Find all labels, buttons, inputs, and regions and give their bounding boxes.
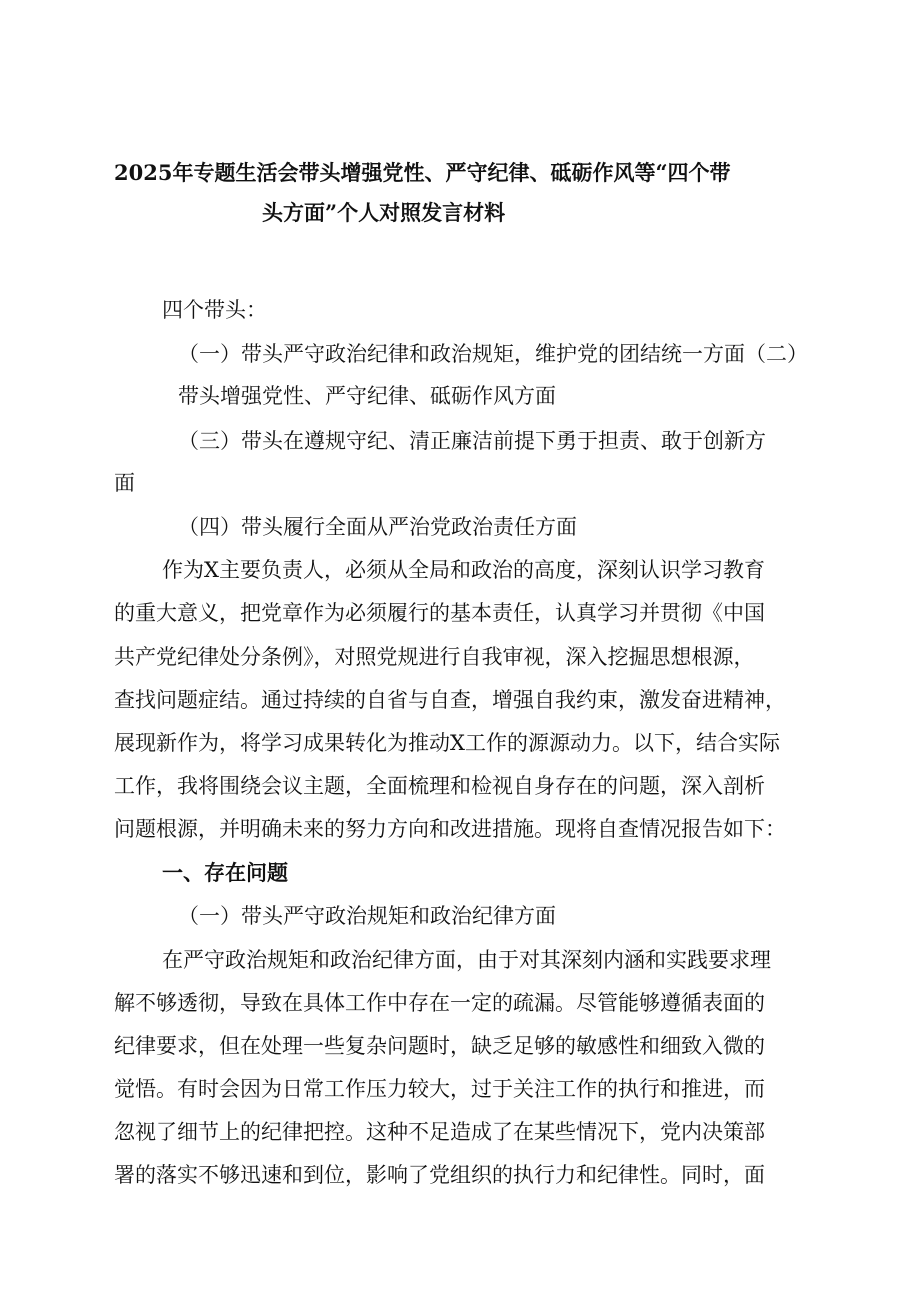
intro-label: 四个带头： [162, 298, 267, 322]
paragraph-line: 纪律要求，但在处理一些复杂问题时，缺乏足够的敏感性和细致入微的 [114, 1034, 765, 1058]
paragraph-line: 展现新作为，将学习成果转化为推动X工作的源源动力。以下，结合实际 [114, 731, 780, 755]
subsection-heading: （一）带头严守政治规矩和政治纪律方面 [178, 904, 556, 928]
paragraph-line: 共产党纪律处分条例》，对照党规进行自我审视，深入挖掘思想根源， [114, 645, 755, 669]
paragraph-line: 在严守政治规矩和政治纪律方面，由于对其深刻内涵和实践要求理 [162, 948, 771, 972]
item-line: （四）带头履行全面从严治党政治责任方面 [178, 515, 577, 539]
paragraph-line: 工作，我将围绕会议主题，全面梳理和检视自身存在的问题，深入剖析 [114, 774, 765, 798]
item-line: 面 [114, 471, 135, 495]
paragraph-line: 的重大意义，把党章作为必须履行的基本责任，认真学习并贯彻《中国 [114, 601, 765, 625]
paragraph-line: 查找问题症结。通过持续的自省与自查，增强自我约束，激发奋进精神， [114, 688, 786, 712]
document-title-line-1: 2025年专题生活会带头增强党性、严守纪律、砥砺作风等“四个带 [114, 160, 731, 185]
paragraph-line: 忽视了细节上的纪律把控。这种不足造成了在某些情况下，党内决策部 [114, 1120, 765, 1144]
paragraph-line: 觉悟。有时会因为日常工作压力较大，过于关注工作的执行和推进，而 [114, 1077, 765, 1101]
document-title-line-2: 头方面”个人对照发言材料 [262, 200, 506, 225]
paragraph-line: 署的落实不够迅速和到位，影响了党组织的执行力和纪律性。同时，面 [114, 1163, 765, 1187]
paragraph-line: 问题根源，并明确未来的努力方向和改进措施。现将自查情况报告如下： [114, 817, 786, 841]
paragraph-line: 作为X主要负责人，必须从全局和政治的高度，深刻认识学习教育 [162, 558, 765, 582]
item-line: 带头增强党性、严守纪律、砥砺作风方面 [178, 384, 556, 408]
item-line: （一）带头严守政治纪律和政治规矩，维护党的团结统一方面（二） [178, 342, 808, 366]
item-line: （三）带头在遵规守纪、清正廉洁前提下勇于担责、敢于创新方 [178, 429, 766, 453]
paragraph-line: 解不够透彻，导致在具体工作中存在一定的疏漏。尽管能够遵循表面的 [114, 991, 765, 1015]
section-heading: 一、存在问题 [162, 860, 288, 885]
